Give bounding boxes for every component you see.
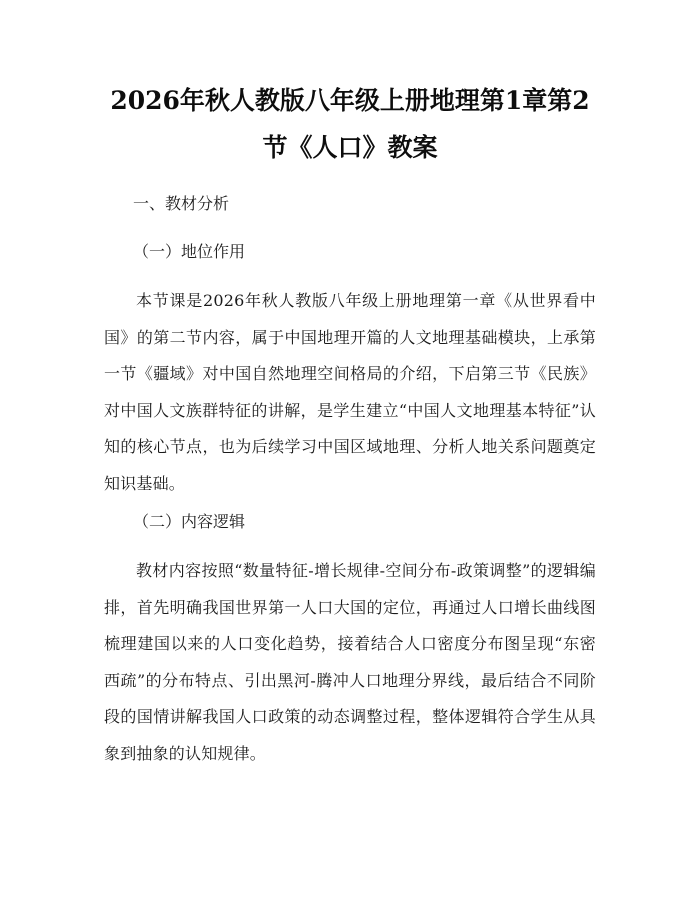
document-title-line-2: 节《人口》教案	[262, 133, 438, 162]
section-heading-teaching-material-analysis: 一、教材分析	[133, 194, 230, 213]
subsection-heading-position-role: （一）地位作用	[133, 242, 246, 261]
document-title-line-1: 2026年秋人教版八年级上册地理第1章第2	[110, 86, 590, 115]
subsection-heading-content-logic: （二）内容逻辑	[133, 512, 246, 531]
paragraph-position-role: 本节课是2026年秋人教版八年级上册地理第一章《从世界看中国》的第二节内容，属于中国地理开篇的人文地理基础模块，上承第一节《疆域》对中国自然地理空间格局的介绍，下启第三节《民族》对中国人文族群特征的讲解，是学生建立“中国人文地理基本特征”认知的核心节点，也为后续学习中国区域地理、分析人地关系问题奠定知识基础。	[104, 291, 596, 493]
paragraph-content-logic: 教材内容按照“数量特征-增长规律-空间分布-政策调整”的逻辑编排，首先明确我国世界第一人口大国的定位，再通过人口增长曲线图梳理建国以来的人口变化趋势，接着结合人口密度分布图呈现“东密西疏”的分布特点、引出黑河-腾冲人口地理分界线，最后结合不同阶段的国情讲解我国人口政策的动态调整过程，整体逻辑符合学生从具象到抽象的认知规律。	[104, 561, 596, 763]
